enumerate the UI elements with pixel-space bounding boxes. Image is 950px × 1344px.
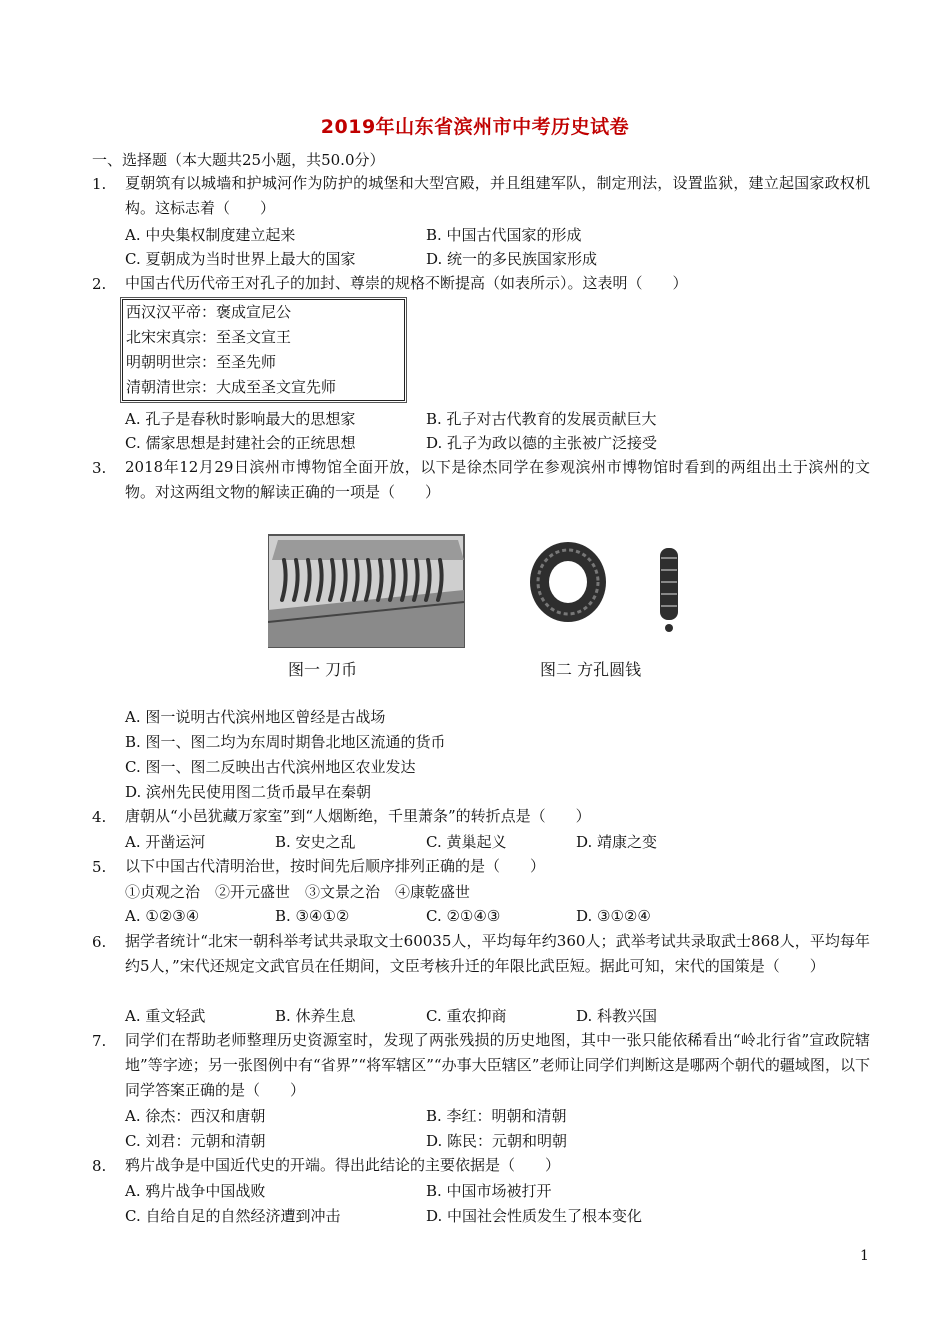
- option-a: A. 中央集权制度建立起来: [125, 226, 296, 244]
- question-stem: 唐朝从“小邑犹藏万家室”到“人烟断绝，千里萧条”的转折点是（ ）: [125, 807, 591, 825]
- option-c: C. ②①④③: [426, 907, 501, 925]
- page-title: 2019年山东省滨州市中考历史试卷: [320, 116, 630, 138]
- option-b: B. 李红：明朝和清朝: [426, 1107, 567, 1125]
- question-number: 8.: [92, 1157, 107, 1175]
- option-a: A. 徐杰：西汉和唐朝: [125, 1107, 266, 1125]
- option-a: A. 图一说明古代滨州地区曾经是古战场: [125, 708, 386, 726]
- option-b: B. 休养生息: [275, 1007, 356, 1025]
- option-a: A. 重文轻武: [125, 1007, 206, 1025]
- option-d: D. 统一的多民族国家形成: [426, 250, 598, 268]
- option-c: C. 重农抑商: [426, 1007, 507, 1025]
- artifact-illustration: [268, 530, 688, 690]
- option-a: A. ①②③④: [125, 907, 200, 925]
- option-d: D. 中国社会性质发生了根本变化: [426, 1207, 643, 1225]
- question-number: 1.: [92, 175, 107, 193]
- round-coin-image: [530, 542, 678, 632]
- question-number: 2.: [92, 275, 107, 293]
- question-number: 3.: [92, 459, 107, 477]
- option-d: D. ③①②④: [576, 907, 651, 925]
- page-number: 1: [860, 1248, 869, 1264]
- table-row: 北宋宋真宗：至圣文宣王: [126, 328, 292, 346]
- question-number: 7.: [92, 1032, 107, 1050]
- option-d: D. 靖康之变: [576, 833, 658, 851]
- option-c: C. 图一、图二反映出古代滨州地区农业发达: [125, 758, 416, 776]
- artifact-figure: [268, 530, 688, 690]
- option-c: C. 夏朝成为当时世界上最大的国家: [125, 250, 356, 268]
- option-a: A. 孔子是春秋时影响最大的思想家: [125, 410, 356, 428]
- question-stem: 中国古代历代帝王对孔子的加封、尊崇的规格不断提高（如表所示）。这表明（ ）: [125, 274, 688, 292]
- emperor-title-table: [122, 299, 405, 401]
- question-stem: 2018年12月29日滨州市博物馆全面开放，以下是徐杰同学在参观滨州市博物馆时看到的两组出土于滨州的文物。对这两组文物的解读正确的一项是（ ）: [125, 458, 870, 501]
- figure-caption-2: 图二 方孔圆钱: [540, 660, 642, 679]
- figure-caption-1: 图一 刀币: [288, 660, 358, 679]
- option-b: B. ③④①②: [275, 907, 350, 925]
- knife-coin-image: [268, 535, 464, 647]
- option-c: C. 刘君：元朝和清朝: [125, 1132, 266, 1150]
- question-stem: 鸦片战争是中国近代史的开端。得出此结论的主要依据是（ ）: [125, 1156, 561, 1174]
- question-stem: 夏朝筑有以城墙和护城河作为防护的城堡和大型宫殿，并且组建军队，制定刑法，设置监狱，建立起国家政权机构。这标志着（ ）: [125, 174, 870, 217]
- question-number: 6.: [92, 933, 107, 951]
- section-heading: 一、选择题（本大题共25小题，共50.0分）: [92, 151, 385, 169]
- option-a: A. 鸦片战争中国战败: [125, 1182, 266, 1200]
- option-b: B. 图一、图二均为东周时期鲁北地区流通的货币: [125, 733, 446, 751]
- table-row: 清朝清世宗：大成至圣文宣先师: [126, 378, 337, 396]
- table-row: 西汉汉平帝：褒成宣尼公: [126, 303, 292, 321]
- question-stem: 同学们在帮助老师整理历史资源室时，发现了两张残损的历史地图，其中一张只能依稀看出“岭北行省”宣政院辖地”等字迹；另一张图例中有“省界”“将军辖区”“办事大臣辖区”老师让同学们判断这是哪两个朝代的疆域图，以下同学答案正确的是（ ）: [125, 1031, 870, 1099]
- option-d: D. 陈民：元朝和明朝: [426, 1132, 568, 1150]
- option-a: A. 开凿运河: [125, 833, 206, 851]
- option-d: D. 滨州先民使用图二货币最早在秦朝: [125, 783, 372, 801]
- option-b: B. 中国市场被打开: [426, 1182, 552, 1200]
- question-stem: 以下中国古代清明治世，按时间先后顺序排列正确的是（ ）: [125, 857, 546, 875]
- option-c: C. 儒家思想是封建社会的正统思想: [125, 434, 356, 452]
- question-number: 4.: [92, 808, 107, 826]
- option-c: C. 黄巢起义: [426, 833, 507, 851]
- option-c: C. 自给自足的自然经济遭到冲击: [125, 1207, 341, 1225]
- option-b: B. 中国古代国家的形成: [426, 226, 582, 244]
- sub-statement: ①贞观之治 ②开元盛世 ③文景之治 ④康乾盛世: [125, 883, 471, 901]
- question-stem: 据学者统计“北宋一朝科举考试共录取文士60035人，平均每年约360人；武举考试共录取武士868人，平均每年约5人，”宋代还规定文武官员在任期间，文臣考核升迁的年限比武臣短。据此可知，宋代的国策是（ ）: [125, 932, 870, 975]
- option-d: D. 孔子为政以德的主张被广泛接受: [426, 434, 658, 452]
- question-number: 5.: [92, 858, 107, 876]
- option-d: D. 科教兴国: [576, 1007, 658, 1025]
- option-b: B. 安史之乱: [275, 833, 356, 851]
- table-row: 明朝明世宗：至圣先师: [126, 353, 277, 371]
- option-b: B. 孔子对古代教育的发展贡献巨大: [426, 410, 657, 428]
